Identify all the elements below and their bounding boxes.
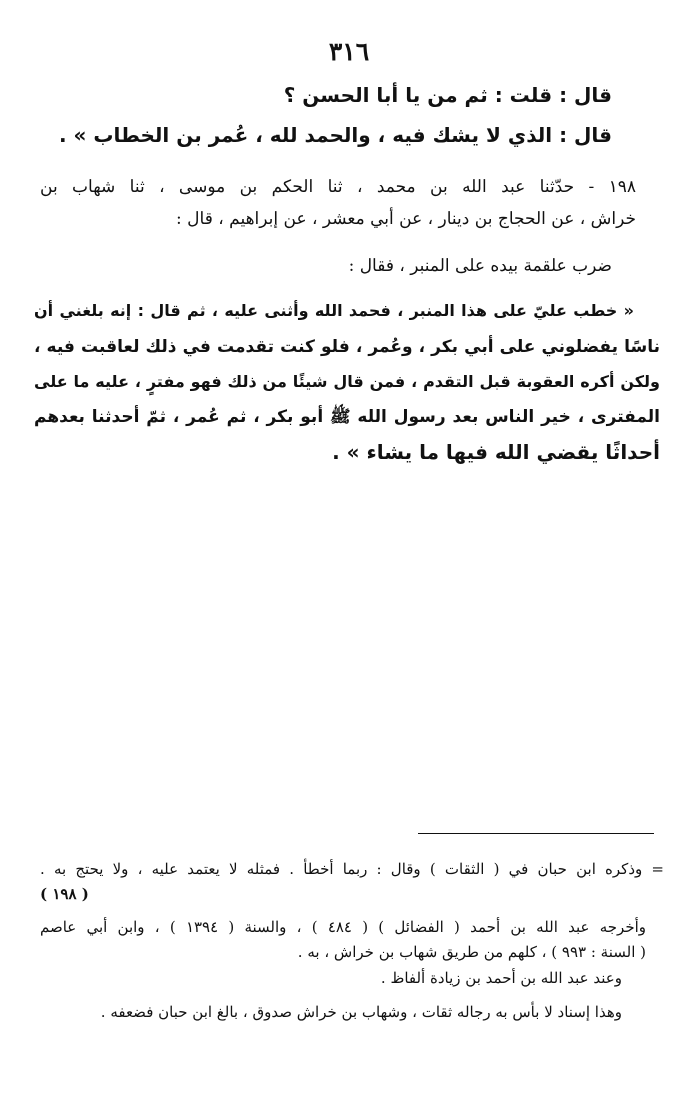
footnote-number: ( ١٩٨ ) xyxy=(40,885,89,903)
narration-line-2: ناسًا يفضلوني على أبي بكر ، وعُمر ، فلو كنت تقدمت في ذلك لعاقبت فيه ، xyxy=(34,337,660,357)
footnote-line-1: وأخرجه عبد الله بن أحمد ( الفضائل ) ( ٤٨٤ ) ، والسنة ( ١٣٩٤ ) ، وابن أبي عاصم xyxy=(40,918,646,936)
footnote-line-4: وهذا إسناد لا بأس به رجاله ثقات ، وشهاب بن خراش صدوق ، بالغ ابن حبان فضعفه . xyxy=(100,1003,622,1021)
footnote-line-3: وعند عبد الله بن أحمد بن زيادة ألفاظ . xyxy=(380,969,622,987)
hadith-198-isnad-line-2: خراش ، عن الحجاج بن دينار ، عن أبي معشر ، عن إبراهيم ، قال : xyxy=(176,209,636,229)
narration-line-5: أحداثًا يقضي الله فيها ما يشاء » . xyxy=(332,440,660,464)
narration-line-3: ولكن أكره العقوبة قبل التقدم ، فمن قال شيئًا من ذلك فهو مفترٍ ، عليه ما على xyxy=(34,372,660,391)
footnote-separator xyxy=(418,833,654,834)
dialogue-line-1: قال : قلت : ثم من يا أبا الحسن ؟ xyxy=(283,83,612,107)
hadith-198-isnad-line-1: ١٩٨ - حدّثنا عبد الله بن محمد ، ثنا الحكم بن موسى ، ثنا شهاب بن xyxy=(40,177,636,197)
footnote-line-2: ( السنة : ٩٩٣ ) ، كلهم من طريق شهاب بن خراش ، به . xyxy=(297,943,646,961)
page-number: ٣١٦ xyxy=(328,37,370,66)
narration-intro: ضرب علقمة بيده على المنبر ، فقال : xyxy=(348,256,612,276)
narration-line-4: المفترى ، خير الناس بعد رسول الله ﷺ أبو بكر ، ثم عُمر ، ثمّ أحدثنا بعدهم xyxy=(34,407,660,427)
narration-line-1: « خطب عليّ على هذا المنبر ، فحمد الله وأثنى عليه ، ثم قال : إنه بلغني أن xyxy=(34,301,634,320)
dialogue-line-2: قال : الذي لا يشك فيه ، والحمد لله ، عُمر بن الخطاب » . xyxy=(58,123,612,147)
footnote-continuation: = وذكره ابن حبان في ( الثقات ) وقال : ربما أخطأ . فمثله لا يعتمد عليه ، ولا يحتج به . xyxy=(40,860,664,878)
